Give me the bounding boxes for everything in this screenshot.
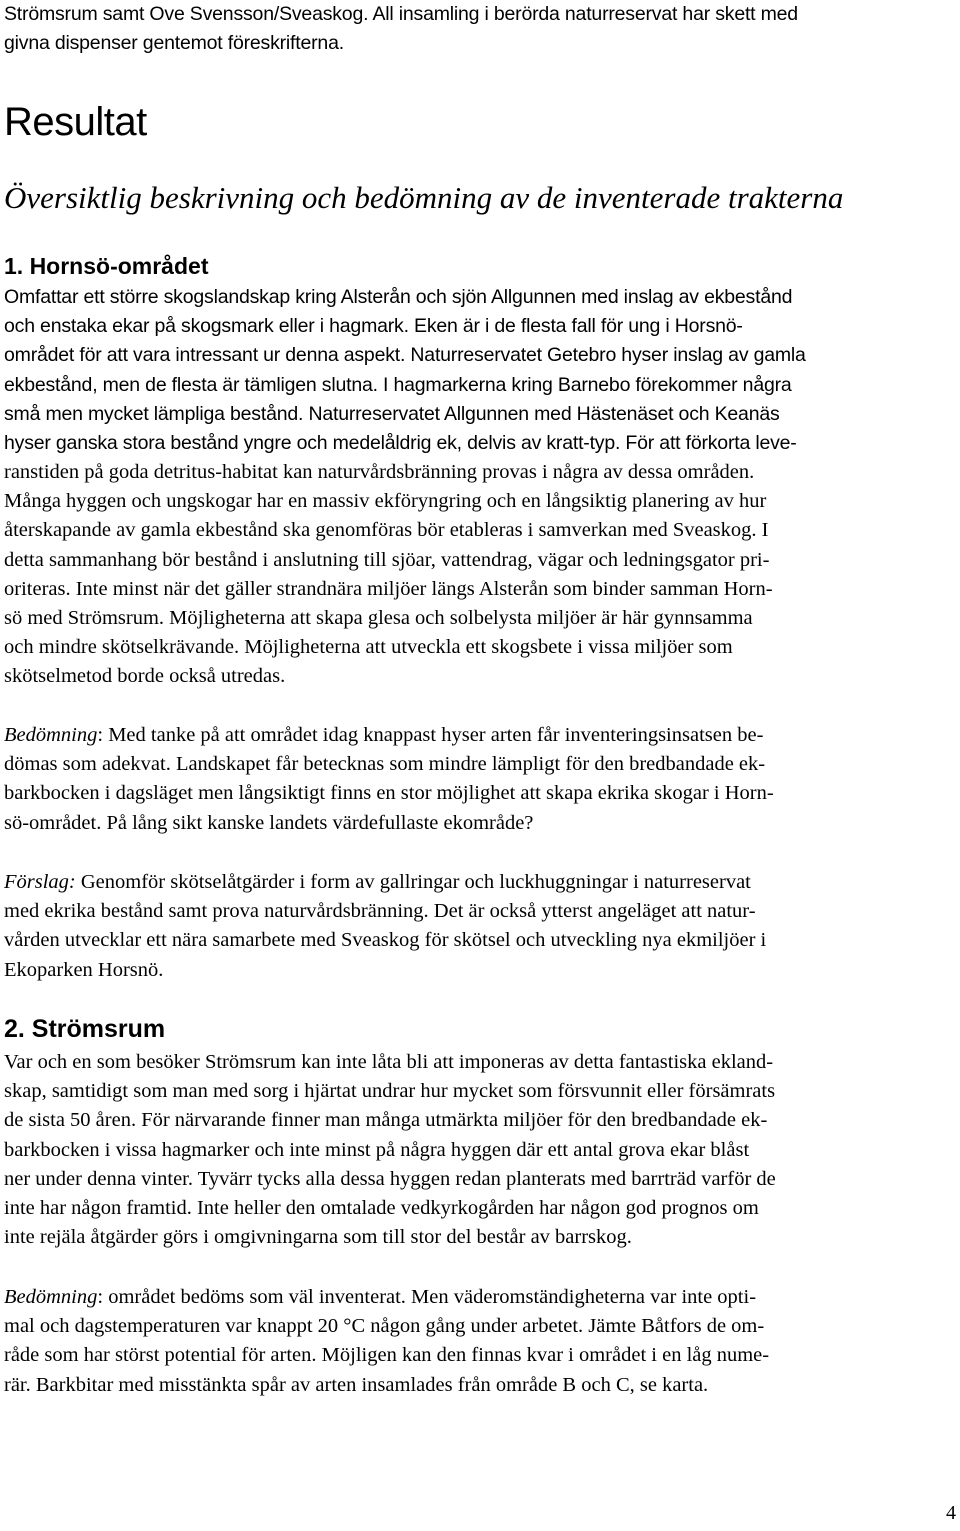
text-line: Många hyggen och ungskogar har en massiv ekföryngring och en långsiktig planering av hur	[4, 490, 767, 513]
text-line: inte rejäla åtgärder görs i omgivningarna som till stor del består av barrskog.	[4, 1226, 632, 1249]
page-number: 4	[946, 1502, 956, 1524]
text-line: rär. Barkbitar med misstänkta spår av arten insamlades från område B och C, se karta.	[4, 1373, 709, 1396]
assessment-label: Bedömning	[4, 1286, 98, 1308]
text-line: inte har någon framtid. Inte heller den omtalade vedkyrkogården har någon god prognos om	[4, 1197, 759, 1220]
assessment-label: Bedömning	[4, 724, 98, 746]
text-line: barkbocken i dagsläget men långsiktigt finns en stor möjlighet att skapa ekrika skogar i Horn-	[4, 782, 774, 805]
text-line: givna dispenser gentemot föreskrifterna.	[4, 32, 344, 55]
text-line: Strömsrum samt Ove Svensson/Sveaskog. All insamling i berörda naturreservat har skett med	[4, 3, 798, 25]
text-line: hyser ganska stora bestånd yngre och medelåldrig ek, delvis av kratt-typ. För att förkorta leve-	[4, 432, 797, 455]
section1-paragraph-b	[4, 458, 960, 692]
text-line: Omfattar ett större skogslandskap kring Alsterån och sjön Allgunnen med inslag av ekbestånd	[4, 286, 793, 308]
text-line: och enstaka ekar på skogsmark eller i hagmark. Eken är i de flesta fall för ung i Horsnö-	[4, 315, 743, 338]
text-line: vården utvecklar ett nära samarbete med Sveaskog för skötsel och utveckling nya ekmiljöer i	[4, 929, 767, 952]
text-line: Bedömning: Med tanke på att området idag knappast hyser arten får inventeringsinsatsen be-	[4, 724, 764, 746]
section1-title: 1. Hornsö-området	[4, 253, 209, 279]
proposal-label: Förslag:	[4, 871, 76, 893]
heading-result: Resultat	[4, 100, 147, 144]
text-line: sö med Strömsrum. Möjligheterna att skapa glesa och solbelysta miljöer är här gynnsamma	[4, 607, 753, 630]
text-line: barkbocken i vissa hagmarker och inte minst på några hyggen där ett antal grova ekar blåst	[4, 1138, 750, 1161]
text-line: ner under denna vinter. Tyvärr tycks alla dessa hyggen redan planterats med barrträd varför de	[4, 1167, 776, 1190]
text-line: Ekoparken Horsnö.	[4, 958, 164, 981]
text-line: Förslag: Genomför skötselåtgärder i form av gallringar och luckhuggningar i naturreservat	[4, 871, 751, 893]
text-line: och mindre skötselkrävande. Möjligheterna att utveckla ett skogsbete i vissa miljöer som	[4, 636, 733, 659]
text-line: detta sammanhang bör bestånd i anslutning till sjöar, vattendrag, vägar och ledningsgator pri-	[4, 548, 770, 571]
text-line: med ekrika bestånd samt prova naturvårdsbränning. Det är också ytterst angeläget att natur-	[4, 900, 756, 923]
section2-assessment	[4, 1283, 960, 1400]
heading-overview: Översiktlig beskrivning och bedömning av de inventerade trakterna	[4, 180, 844, 215]
text-line: oriteras. Inte minst när det gäller strandnära miljöer längs Alsterån som binder samman Horn-	[4, 577, 773, 600]
text-line: området för att vara intressant ur denna aspekt. Naturreservatet Getebro hyser inslag av gamla	[4, 344, 806, 367]
section2-title: 2. Strömsrum	[4, 1015, 166, 1043]
text-line: skötselmetod borde också utredas.	[4, 665, 286, 688]
section1-assessment	[4, 721, 960, 838]
text-line: Bedömning: området bedöms som väl inventerat. Men väderomständigheterna var inte opti-	[4, 1286, 757, 1308]
text-line: sö-området. På lång sikt kanske landets värdefullaste ekområde?	[4, 811, 534, 834]
text-line: dömas som adekvat. Landskapet får betecknas som mindre lämpligt för den bredbandade ek-	[4, 753, 766, 776]
section1-proposal	[4, 868, 960, 985]
text-line: råde som har störst potential för arten. Möjligen kan den finnas kvar i området i en låg nume-	[4, 1344, 770, 1367]
text-line: återskapande av gamla ekbestånd ska genomföras bör etableras i samverkan med Sveaskog. I	[4, 519, 769, 542]
text-line: Var och en som besöker Strömsrum kan inte låta bli att imponeras av detta fantastiska ekland-	[4, 1051, 774, 1073]
text-line: mal och dagstemperaturen var knappt 20 °C någon gång under arbetet. Jämte Båtfors de om-	[4, 1315, 765, 1338]
intro-paragraph	[4, 0, 960, 58]
text-line: de sista 50 åren. För närvarande finner man många utmärkta miljöer för den bredbandade ek-	[4, 1109, 768, 1132]
text-line: små men mycket lämpliga bestånd. Naturreservatet Allgunnen med Hästenäset och Keanäs	[4, 402, 780, 425]
text-line: skap, samtidigt som man med sorg i hjärtat undrar hur mycket som försvunnit eller försämrats	[4, 1080, 776, 1103]
text-line: ekbestånd, men de flesta är tämligen slutna. I hagmarkerna kring Barnebo förekommer några	[4, 373, 792, 396]
text-line: ranstiden på goda detritus-habitat kan naturvårdsbränning provas i några av dessa områden.	[4, 461, 755, 483]
section2-paragraph	[4, 1048, 960, 1252]
section1-paragraph-a	[4, 283, 960, 458]
